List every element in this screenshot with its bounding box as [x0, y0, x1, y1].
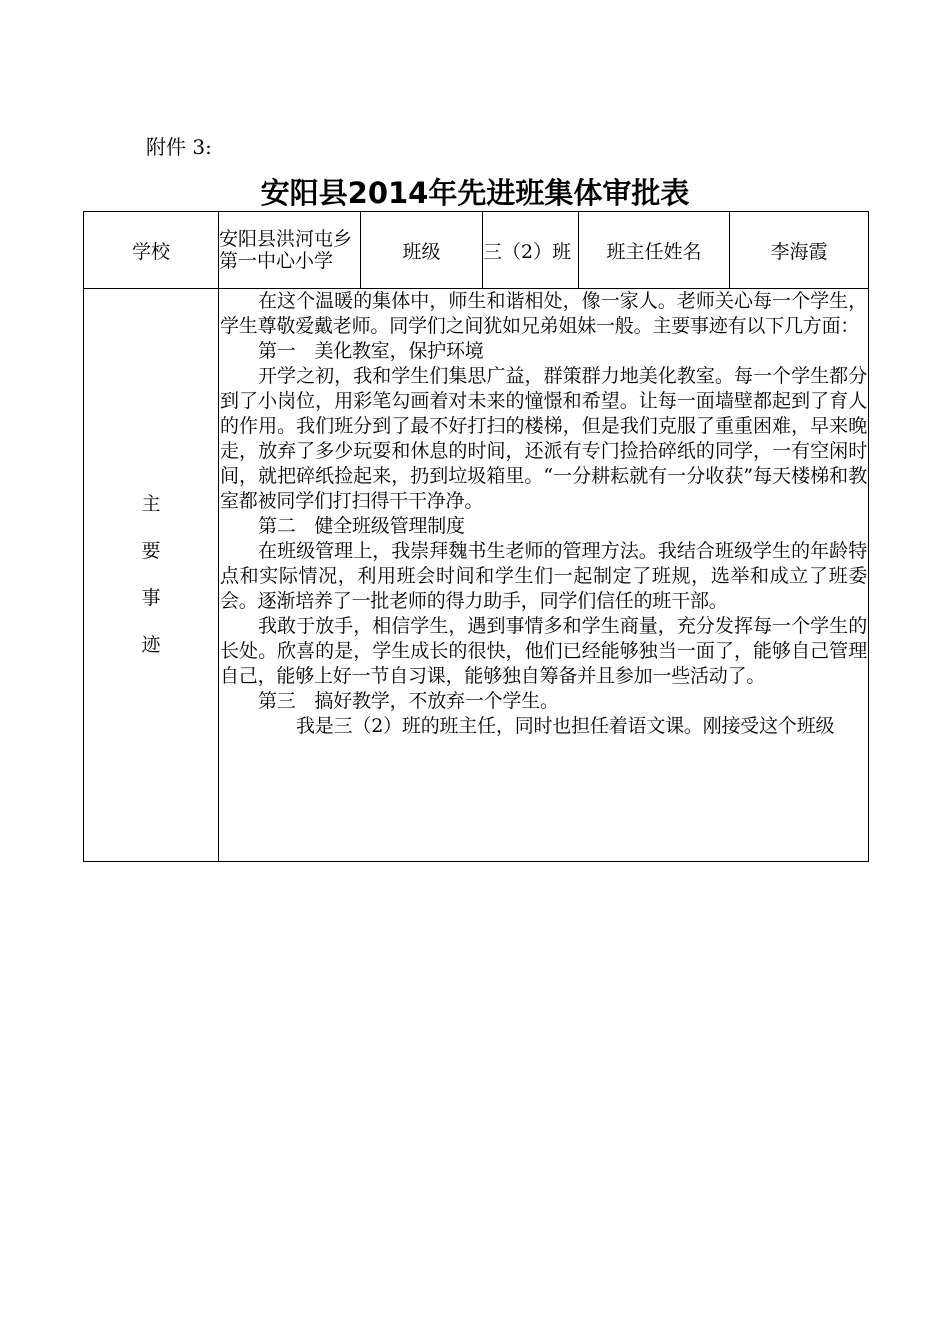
main-deeds-label-char: 迹 [141, 634, 161, 656]
teacher-label: 班主任姓名 [579, 212, 730, 289]
main-deeds-row [84, 289, 869, 862]
school-label: 学校 [84, 212, 219, 289]
section-heading: 第三 搞好教学，不放弃一个学生。 [258, 690, 559, 712]
section-heading: 第二 健全班级管理制度 [258, 515, 465, 537]
paragraph: 我是三（2）班的班主任，同时也担任着语文课。刚接受这个班级 [296, 715, 835, 737]
main-deeds-content [219, 289, 869, 862]
main-deeds-label [84, 289, 219, 862]
header-row [84, 212, 869, 289]
class-value: 三（2）班 [483, 212, 579, 289]
main-deeds-label-char: 主 [141, 493, 161, 515]
paragraph: 在班级管理上，我崇拜魏书生老师的管理方法。我结合班级学生的年龄特点和实际情况，利用班会时间和学生们一起制定了班规，选举和成立了班委会。逐渐培养了一批老师的得力助手，同学们信任的班干部。 [220, 540, 867, 612]
approval-form-table [83, 211, 869, 862]
page-title: 安阳县2014年先进班集体审批表 [260, 176, 690, 210]
class-label: 班级 [361, 212, 483, 289]
paragraph: 在这个温暖的集体中，师生和谐相处，像一家人。老师关心每一个学生，学生尊敬爱戴老师。同学们之间犹如兄弟姐妹一般。主要事迹有以下几方面： [220, 290, 867, 337]
teacher-value: 李海霞 [730, 212, 869, 289]
attachment-label: 附件 3: [146, 135, 212, 159]
school-value: 安阳县洪河屯乡第一中心小学 [219, 212, 361, 289]
main-deeds-label-char: 要 [141, 540, 161, 562]
paragraph: 我敢于放手，相信学生，遇到事情多和学生商量，充分发挥每一个学生的长处。欣喜的是，学生成长的很快，他们已经能够独当一面了，能够自己管理自己，能够上好一节自习课，能够独自筹备并且参加一些活动了。 [220, 615, 867, 687]
main-deeds-label-char: 事 [141, 587, 161, 609]
paragraph: 开学之初，我和学生们集思广益，群策群力地美化教室。每一个学生都分到了小岗位，用彩笔勾画着对未来的憧憬和希望。让每一面墙壁都起到了育人的作用。我们班分到了最不好打扫的楼梯，但是我们克服了重重困难，早来晚走，放弃了多少玩耍和休息的时间，还派有专门捡拾碎纸的同学，一有空闲时间，就把碎纸捡起来，扔到垃圾箱里。“一分耕耘就有一分收获”每天楼梯和教室都被同学们打扫得干干净净。 [220, 365, 867, 512]
section-heading: 第一 美化教室，保护环境 [258, 340, 484, 362]
